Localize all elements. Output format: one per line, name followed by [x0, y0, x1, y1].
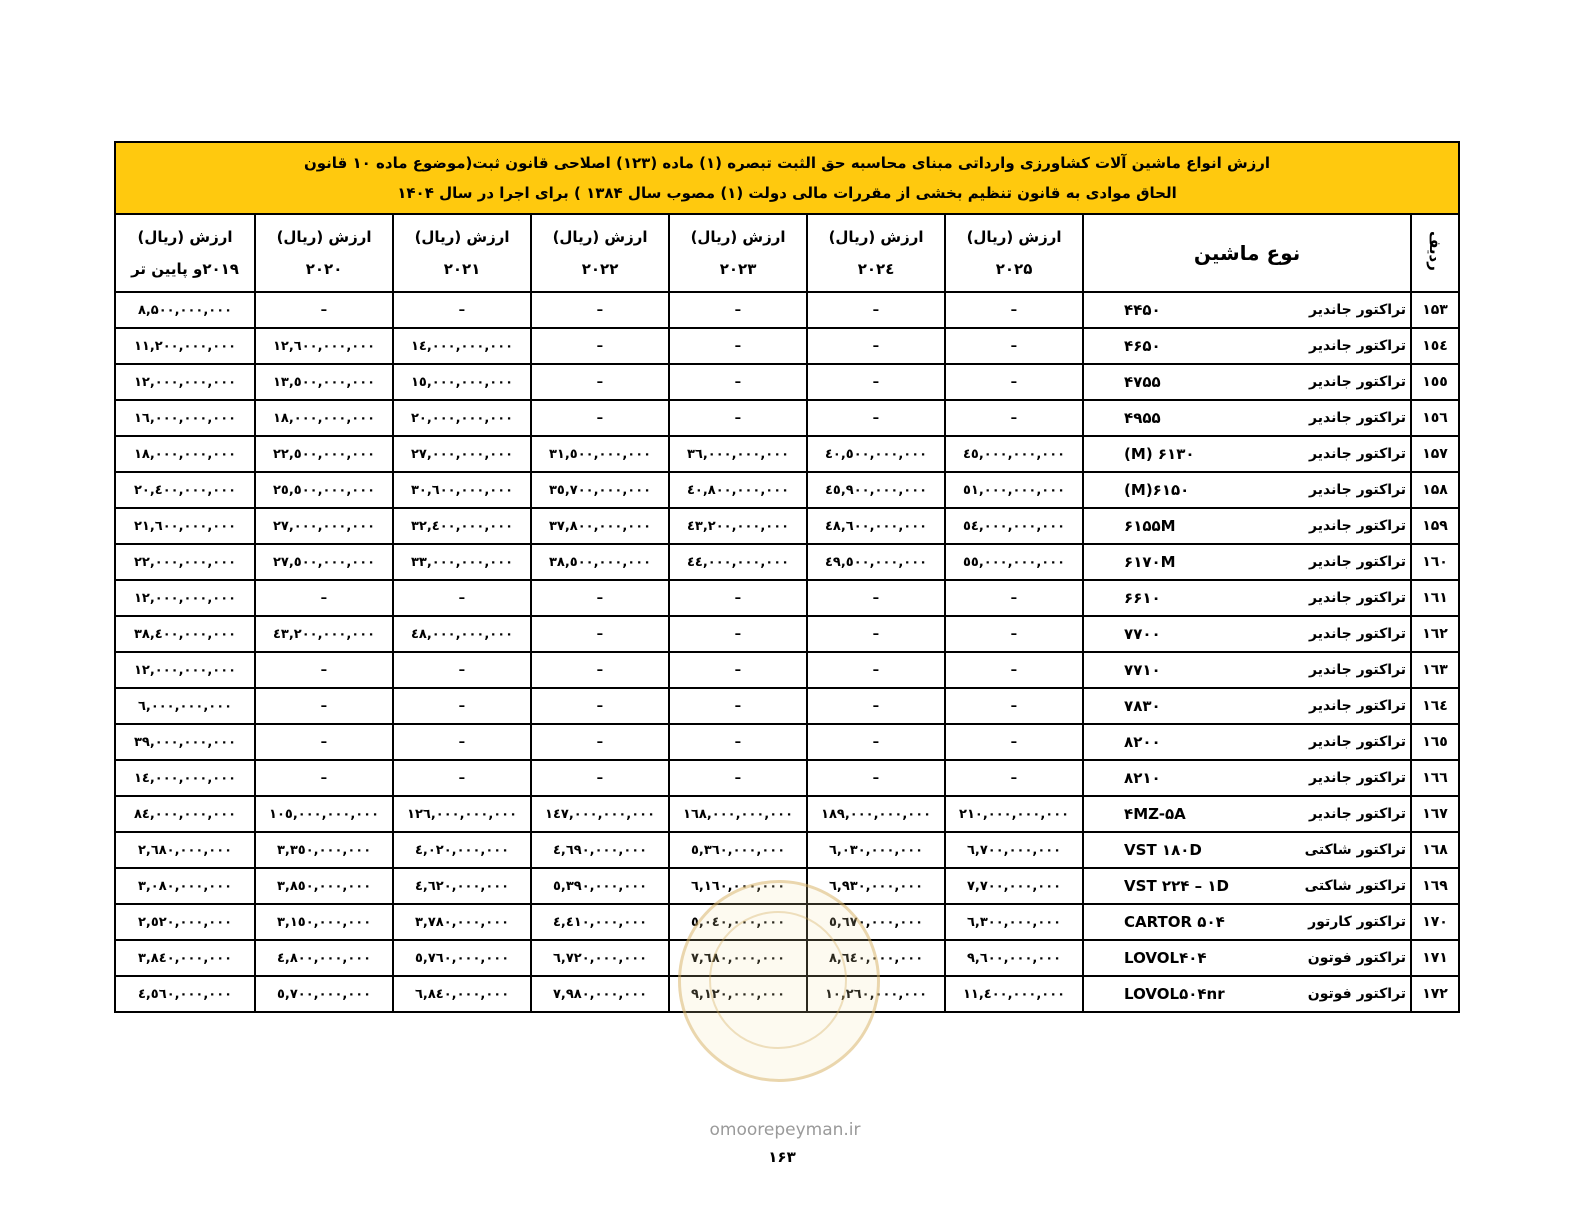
value-cell: ٦,۰۳۰,۰۰۰,۰۰۰: [807, 832, 945, 868]
value-cell: ۳,۳٥۰,۰۰۰,۰۰۰: [255, 832, 393, 868]
machine-brand: تراکتور شاکتی: [1304, 842, 1407, 858]
header-row: [115, 214, 1459, 292]
value-cell: –: [945, 400, 1083, 436]
value-cell: –: [531, 616, 669, 652]
value-cell: ٤,٥٦۰,۰۰۰,۰۰۰: [115, 976, 255, 1012]
header-year-2022: [531, 214, 669, 292]
value-cell: –: [255, 688, 393, 724]
table-row: [115, 472, 1459, 508]
value-cell: –: [255, 724, 393, 760]
value-cell: –: [945, 652, 1083, 688]
value-cell: ٦,۹۳۰,۰۰۰,۰۰۰: [807, 868, 945, 904]
value-cell: ۱۰,۲٦۰,۰۰۰,۰۰۰: [807, 976, 945, 1012]
value-cell: ۳٦,۰۰۰,۰۰۰,۰۰۰: [669, 436, 807, 472]
header-year-2024: [807, 214, 945, 292]
machine-brand: تراکتور جاندیر: [1309, 770, 1407, 786]
machine-brand: تراکتور فوتون: [1307, 950, 1407, 966]
value-cell: –: [807, 580, 945, 616]
row-machine-name: [1083, 796, 1411, 832]
value-cell: –: [531, 688, 669, 724]
value-cell: –: [669, 616, 807, 652]
machine-model: ۴MZ-۵A: [1124, 805, 1186, 823]
table-row: [115, 616, 1459, 652]
value-cell: ۱٦,۰۰۰,۰۰۰,۰۰۰: [115, 400, 255, 436]
value-cell: ٤۰,۸۰۰,۰۰۰,۰۰۰: [669, 472, 807, 508]
value-cell: ۲٥,٥۰۰,۰۰۰,۰۰۰: [255, 472, 393, 508]
value-cell: –: [669, 724, 807, 760]
row-machine-name: [1083, 832, 1411, 868]
value-cell: ۳۸,٤۰۰,۰۰۰,۰۰۰: [115, 616, 255, 652]
value-cell: ۱٥,۰۰۰,۰۰۰,۰۰۰: [393, 364, 531, 400]
table-title-line-1: ارزش انواع ماشین آلات کشاورزی وارداتی مبنای محاسبه حق الثبت تبصره (۱) ماده (۱۲۳) اصلاحی قانون ثبت(موضوع ماده ۱۰ قانون: [303, 154, 1271, 172]
value-cell: ۹,٦۰۰,۰۰۰,۰۰۰: [945, 940, 1083, 976]
value-cell: ٤,٤۱۰,۰۰۰,۰۰۰: [531, 904, 669, 940]
row-radif: ۱۷۲: [1411, 976, 1459, 1012]
value-cell: ۱۸,۰۰۰,۰۰۰,۰۰۰: [115, 436, 255, 472]
header-year: ۲۰۲۳: [719, 260, 757, 278]
value-cell: –: [807, 400, 945, 436]
row-radif: ۱۷۱: [1411, 940, 1459, 976]
value-cell: –: [393, 724, 531, 760]
table-title-line-2: الحاق موادی به قانون تنظیم بخشی از مقررات مالی دولت (۱) مصوب سال ۱۳۸۴ ) برای اجرا در سال ۱۴۰۴: [397, 184, 1177, 202]
machine-brand: تراکتور جاندیر: [1309, 338, 1407, 354]
machine-model: ۴۷۵۵: [1124, 373, 1161, 391]
value-cell: –: [669, 292, 807, 328]
machine-brand: تراکتور جاندیر: [1309, 662, 1407, 678]
value-cell: ۳,۸٤۰,۰۰۰,۰۰۰: [115, 940, 255, 976]
header-year-2019: [115, 214, 255, 292]
table-row: [115, 508, 1459, 544]
table-row: [115, 652, 1459, 688]
row-radif: ۱۵۷: [1411, 436, 1459, 472]
row-machine-name: [1083, 688, 1411, 724]
value-cell: –: [807, 724, 945, 760]
value-cell: ۳۹,۰۰۰,۰۰۰,۰۰۰: [115, 724, 255, 760]
value-cell: ٤,٦۲۰,۰۰۰,۰۰۰: [393, 868, 531, 904]
machine-brand: تراکتور فوتون: [1307, 986, 1407, 1002]
value-cell: ۳۸,٥۰۰,۰۰۰,۰۰۰: [531, 544, 669, 580]
value-cell: ۳,۱٥۰,۰۰۰,۰۰۰: [255, 904, 393, 940]
value-cell: ۱۱,٤۰۰,۰۰۰,۰۰۰: [945, 976, 1083, 1012]
value-cell: –: [531, 292, 669, 328]
value-cell: –: [393, 580, 531, 616]
value-cell: –: [807, 328, 945, 364]
value-cell: –: [945, 616, 1083, 652]
row-radif: ۱٦۷: [1411, 796, 1459, 832]
machine-model: ۶۶۱۰: [1124, 589, 1161, 607]
value-cell: ۳۳,۰۰۰,۰۰۰,۰۰۰: [393, 544, 531, 580]
row-machine-name: [1083, 400, 1411, 436]
table-row: [115, 328, 1459, 364]
value-cell: ٤۹,٥۰۰,۰۰۰,۰۰۰: [807, 544, 945, 580]
row-machine-name: [1083, 364, 1411, 400]
value-cell: ۱۲,۰۰۰,۰۰۰,۰۰۰: [115, 580, 255, 616]
value-cell: –: [531, 760, 669, 796]
value-cell: ۲,٦۸۰,۰۰۰,۰۰۰: [115, 832, 255, 868]
table-row: [115, 796, 1459, 832]
value-cell: –: [669, 760, 807, 796]
machine-model: ۷۷۱۰: [1124, 661, 1161, 679]
value-cell: ۳۲,٤۰۰,۰۰۰,۰۰۰: [393, 508, 531, 544]
value-cell: ٦,۸٤۰,۰۰۰,۰۰۰: [393, 976, 531, 1012]
machine-brand: تراکتور جاندیر: [1309, 302, 1407, 318]
value-cell: ٥٤,۰۰۰,۰۰۰,۰۰۰: [945, 508, 1083, 544]
header-radif: ردیف: [1411, 214, 1459, 292]
value-cell: –: [945, 724, 1083, 760]
value-cell: ٥,۷٦۰,۰۰۰,۰۰۰: [393, 940, 531, 976]
machine-brand: تراکتور جاندیر: [1309, 554, 1407, 570]
machine-model: ۷۷۰۰: [1124, 625, 1161, 643]
machine-model: ۷۸۳۰: [1124, 697, 1161, 715]
table-row: [115, 544, 1459, 580]
machine-brand: تراکتور جاندیر: [1309, 482, 1407, 498]
header-value-label: ارزش (ریال): [137, 228, 233, 246]
value-cell: ٤۰,٥۰۰,۰۰۰,۰۰۰: [807, 436, 945, 472]
row-radif: ۱٦۱: [1411, 580, 1459, 616]
row-machine-name: [1083, 724, 1411, 760]
machine-brand: تراکتور جاندیر: [1309, 806, 1407, 822]
machine-model: VST ۱۸۰D: [1124, 841, 1202, 859]
table-row: [115, 400, 1459, 436]
machine-model: (M) ۶۱۳۰: [1124, 445, 1195, 463]
row-radif: ۱٦۳: [1411, 652, 1459, 688]
value-cell: ٤۸,۰۰۰,۰۰۰,۰۰۰: [393, 616, 531, 652]
value-cell: –: [531, 580, 669, 616]
value-cell: –: [945, 328, 1083, 364]
value-cell: ۱۲,٦۰۰,۰۰۰,۰۰۰: [255, 328, 393, 364]
header-value-label: ارزش (ریال): [552, 228, 648, 246]
value-cell: ٤۳,۲۰۰,۰۰۰,۰۰۰: [669, 508, 807, 544]
value-cell: ۱۱,۲۰۰,۰۰۰,۰۰۰: [115, 328, 255, 364]
value-cell: –: [807, 616, 945, 652]
value-cell: ۳۱,٥۰۰,۰۰۰,۰۰۰: [531, 436, 669, 472]
row-machine-name: [1083, 544, 1411, 580]
machine-model: (M)۶۱۵۰: [1124, 481, 1190, 499]
row-machine-name: [1083, 472, 1411, 508]
value-cell: ۱۳,٥۰۰,۰۰۰,۰۰۰: [255, 364, 393, 400]
value-cell: –: [945, 580, 1083, 616]
machine-model: ۴۴۵۰: [1124, 301, 1161, 319]
header-year-2020: [255, 214, 393, 292]
value-cell: ۲۱۰,۰۰۰,۰۰۰,۰۰۰: [945, 796, 1083, 832]
value-cell: –: [255, 580, 393, 616]
value-cell: –: [393, 292, 531, 328]
watermark-seal-icon: [678, 880, 880, 1082]
header-value-label: ارزش (ریال): [966, 228, 1062, 246]
row-radif: ۱٥٤: [1411, 328, 1459, 364]
machine-brand: تراکتور جاندیر: [1309, 446, 1407, 462]
watermark-site: omoorepeyman.ir: [709, 1120, 861, 1140]
value-cell: ٤,۸۰۰,۰۰۰,۰۰۰: [255, 940, 393, 976]
machine-brand: تراکتور جاندیر: [1309, 410, 1407, 426]
value-cell: –: [945, 364, 1083, 400]
value-cell: –: [531, 724, 669, 760]
machine-model: CARTOR ۵۰۴: [1124, 913, 1225, 931]
value-cell: ۱۲,۰۰۰,۰۰۰,۰۰۰: [115, 652, 255, 688]
value-cell: ٤,٦۹۰,۰۰۰,۰۰۰: [531, 832, 669, 868]
row-radif: ۱٦۰: [1411, 544, 1459, 580]
row-machine-name: [1083, 868, 1411, 904]
machine-brand: تراکتور جاندیر: [1309, 698, 1407, 714]
machine-brand: تراکتور جاندیر: [1309, 626, 1407, 642]
machine-brand: تراکتور جاندیر: [1309, 518, 1407, 534]
row-radif: ۱۷۰: [1411, 904, 1459, 940]
header-year-2021: [393, 214, 531, 292]
value-cell: –: [255, 652, 393, 688]
value-cell: ۱٤۷,۰۰۰,۰۰۰,۰۰۰: [531, 796, 669, 832]
header-year: ۲۰۲۰: [305, 260, 343, 278]
table-row: [115, 760, 1459, 796]
value-cell: ۱۸۹,۰۰۰,۰۰۰,۰۰۰: [807, 796, 945, 832]
row-radif: ۱٦۹: [1411, 868, 1459, 904]
value-cell: ٥,۰٤۰,۰۰۰,۰۰۰: [669, 904, 807, 940]
value-cell: –: [669, 400, 807, 436]
value-cell: ۸٤,۰۰۰,۰۰۰,۰۰۰: [115, 796, 255, 832]
value-cell: ٦,۷۲۰,۰۰۰,۰۰۰: [531, 940, 669, 976]
value-cell: ۸,۵۰۰,۰۰۰,۰۰۰: [115, 292, 255, 328]
value-cell: ۳,۸٥۰,۰۰۰,۰۰۰: [255, 868, 393, 904]
machine-model: VST ۲۲۴ – ۱D: [1124, 877, 1229, 895]
value-cell: ۱۰٥,۰۰۰,۰۰۰,۰۰۰: [255, 796, 393, 832]
table-title: [115, 142, 1459, 214]
value-cell: –: [807, 292, 945, 328]
value-cell: –: [807, 364, 945, 400]
value-cell: –: [945, 688, 1083, 724]
row-machine-name: [1083, 436, 1411, 472]
machine-model: LOVOL۵۰۴nr: [1124, 985, 1225, 1003]
header-value-label: ارزش (ریال): [828, 228, 924, 246]
row-radif: ۱۵۹: [1411, 508, 1459, 544]
value-cell: ٥,۳٦۰,۰۰۰,۰۰۰: [669, 832, 807, 868]
value-cell: ۲۷,۰۰۰,۰۰۰,۰۰۰: [255, 508, 393, 544]
value-cell: –: [669, 688, 807, 724]
header-value-label: ارزش (ریال): [414, 228, 510, 246]
value-cell: –: [669, 580, 807, 616]
row-machine-name: [1083, 328, 1411, 364]
page-number: ۱۶۳: [768, 1148, 796, 1166]
value-cell: ۱۸,۰۰۰,۰۰۰,۰۰۰: [255, 400, 393, 436]
value-cell: ۷,۹۸۰,۰۰۰,۰۰۰: [531, 976, 669, 1012]
machine-brand: تراکتور جاندیر: [1309, 590, 1407, 606]
table-row: [115, 436, 1459, 472]
value-cell: –: [255, 292, 393, 328]
value-cell: ۲۷,٥۰۰,۰۰۰,۰۰۰: [255, 544, 393, 580]
machine-model: ۶۱۵۵M: [1124, 517, 1176, 535]
row-radif: ۱۵۳: [1411, 292, 1459, 328]
row-machine-name: [1083, 292, 1411, 328]
row-machine-name: [1083, 904, 1411, 940]
value-cell: ۲۰,٤۰۰,۰۰۰,۰۰۰: [115, 472, 255, 508]
value-cell: ٤٤,۰۰۰,۰۰۰,۰۰۰: [669, 544, 807, 580]
value-cell: ٥,٦۷۰,۰۰۰,۰۰۰: [807, 904, 945, 940]
value-cell: ۳,۰۸۰,۰۰۰,۰۰۰: [115, 868, 255, 904]
value-cell: ۷,۷۰۰,۰۰۰,۰۰۰: [945, 868, 1083, 904]
value-cell: ۳۰,٦۰۰,۰۰۰,۰۰۰: [393, 472, 531, 508]
value-cell: ۳٥,۷۰۰,۰۰۰,۰۰۰: [531, 472, 669, 508]
value-cell: ۲۷,۰۰۰,۰۰۰,۰۰۰: [393, 436, 531, 472]
machine-model: ۸۲۱۰: [1124, 769, 1161, 787]
value-cell: ٦,۱٦۰,۰۰۰,۰۰۰: [669, 868, 807, 904]
row-radif: ۱٦۲: [1411, 616, 1459, 652]
value-cell: ۱۲,۰۰۰,۰۰۰,۰۰۰: [115, 364, 255, 400]
header-year: ۲۰۲٤: [857, 260, 895, 278]
row-radif: ۱٥٦: [1411, 400, 1459, 436]
value-cell: ٤,۰۲۰,۰۰۰,۰۰۰: [393, 832, 531, 868]
value-cell: ٥,۳۹۰,۰۰۰,۰۰۰: [531, 868, 669, 904]
value-cell: –: [393, 688, 531, 724]
value-cell: ۲۲,۰۰۰,۰۰۰,۰۰۰: [115, 544, 255, 580]
value-cell: ۱٤,۰۰۰,۰۰۰,۰۰۰: [393, 328, 531, 364]
row-machine-name: [1083, 760, 1411, 796]
row-radif: ۱٦٦: [1411, 760, 1459, 796]
value-cell: –: [669, 328, 807, 364]
value-cell: –: [393, 652, 531, 688]
table-row: [115, 724, 1459, 760]
value-cell: ٥٥,۰۰۰,۰۰۰,۰۰۰: [945, 544, 1083, 580]
row-radif: ۱٦٤: [1411, 688, 1459, 724]
table-row: [115, 292, 1459, 328]
header-value-label: ارزش (ریال): [276, 228, 372, 246]
machine-brand: تراکتور شاکتی: [1304, 878, 1407, 894]
header-year-2025: [945, 214, 1083, 292]
value-cell: ۱٤,۰۰۰,۰۰۰,۰۰۰: [115, 760, 255, 796]
value-cell: ۲,٥۲۰,۰۰۰,۰۰۰: [115, 904, 255, 940]
header-value-label: ارزش (ریال): [690, 228, 786, 246]
row-radif: ۱٥٥: [1411, 364, 1459, 400]
row-machine-name: [1083, 580, 1411, 616]
value-cell: ۳۷,۸۰۰,۰۰۰,۰۰۰: [531, 508, 669, 544]
row-radif: ۱٦٥: [1411, 724, 1459, 760]
machine-model: ۸۲۰۰: [1124, 733, 1161, 751]
value-cell: ٤٥,۹۰۰,۰۰۰,۰۰۰: [807, 472, 945, 508]
value-cell: –: [531, 400, 669, 436]
value-cell: ٦,۳۰۰,۰۰۰,۰۰۰: [945, 904, 1083, 940]
machine-model: ۶۱۷۰M: [1124, 553, 1176, 571]
value-cell: ۸,٦٤۰,۰۰۰,۰۰۰: [807, 940, 945, 976]
value-cell: –: [393, 760, 531, 796]
machine-model: ۴۶۵۰: [1124, 337, 1161, 355]
table-row: [115, 832, 1459, 868]
value-cell: –: [807, 652, 945, 688]
table-row: [115, 364, 1459, 400]
value-cell: –: [531, 364, 669, 400]
row-machine-name: [1083, 976, 1411, 1012]
machine-brand: تراکتور جاندیر: [1309, 374, 1407, 390]
machine-brand: تراکتور جاندیر: [1309, 734, 1407, 750]
value-cell: ٤٥,۰۰۰,۰۰۰,۰۰۰: [945, 436, 1083, 472]
machine-model: ۴۹۵۵: [1124, 409, 1161, 427]
table-row: [115, 688, 1459, 724]
value-cell: –: [807, 760, 945, 796]
header-year: ۲۰۲۵: [995, 260, 1033, 278]
value-cell: –: [945, 760, 1083, 796]
value-cell: ۲۲,٥۰۰,۰۰۰,۰۰۰: [255, 436, 393, 472]
value-cell: ٤۸,٦۰۰,۰۰۰,۰۰۰: [807, 508, 945, 544]
value-cell: ٦,۷۰۰,۰۰۰,۰۰۰: [945, 832, 1083, 868]
value-cell: –: [531, 652, 669, 688]
value-cell: –: [945, 292, 1083, 328]
row-machine-name: [1083, 940, 1411, 976]
header-year-2023: [669, 214, 807, 292]
value-cell: ۹,۱۲۰,۰۰۰,۰۰۰: [669, 976, 807, 1012]
row-radif: ۱۵۸: [1411, 472, 1459, 508]
value-cell: ۱٦۸,۰۰۰,۰۰۰,۰۰۰: [669, 796, 807, 832]
row-machine-name: [1083, 508, 1411, 544]
row-machine-name: [1083, 652, 1411, 688]
row-radif: ۱٦۸: [1411, 832, 1459, 868]
value-cell: –: [255, 760, 393, 796]
value-cell: ٥۱,۰۰۰,۰۰۰,۰۰۰: [945, 472, 1083, 508]
value-cell: ۳,۷۸۰,۰۰۰,۰۰۰: [393, 904, 531, 940]
machine-brand: تراکتور کارتور: [1308, 914, 1407, 930]
header-year: ۲۰۲۲: [581, 260, 619, 278]
value-cell: ۱۲٦,۰۰۰,۰۰۰,۰۰۰: [393, 796, 531, 832]
machine-model: LOVOL۴۰۴: [1124, 949, 1207, 967]
table-row: [115, 580, 1459, 616]
value-cell: –: [669, 364, 807, 400]
value-cell: –: [531, 328, 669, 364]
row-machine-name: [1083, 616, 1411, 652]
value-cell: ٦,۰۰۰,۰۰۰,۰۰۰: [115, 688, 255, 724]
value-cell: –: [669, 652, 807, 688]
header-machine-type: نوع ماشین: [1083, 214, 1411, 292]
value-cell: –: [807, 688, 945, 724]
header-year: ۲۰۲۱: [443, 260, 481, 278]
value-cell: ۲۰,۰۰۰,۰۰۰,۰۰۰: [393, 400, 531, 436]
header-year: ۲۰۱۹و پایین تر: [131, 260, 239, 278]
value-cell: ۷,٦۸۰,۰۰۰,۰۰۰: [669, 940, 807, 976]
value-cell: ٤۳,۲۰۰,۰۰۰,۰۰۰: [255, 616, 393, 652]
value-cell: ۲۱,٦۰۰,۰۰۰,۰۰۰: [115, 508, 255, 544]
value-cell: ٥,۷۰۰,۰۰۰,۰۰۰: [255, 976, 393, 1012]
